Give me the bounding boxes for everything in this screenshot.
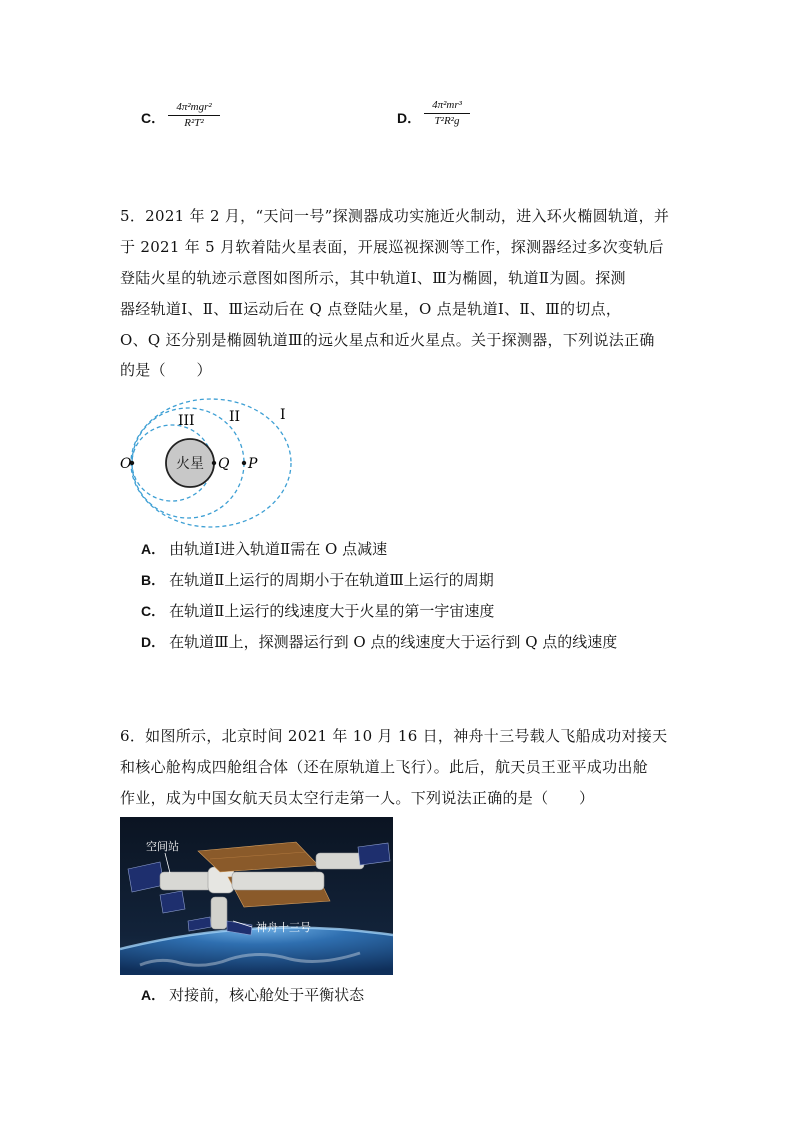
option-text: 由轨道Ⅰ进入轨道Ⅱ需在 O 点减速 <box>169 540 388 558</box>
question-line: 和核心舱构成四舱组合体（还在原轨道上飞行）。此后，航天员王亚平成功出舱 <box>120 758 649 776</box>
q6-option-a[interactable] <box>141 985 364 1005</box>
option-letter: B． <box>141 572 166 588</box>
option-letter: D． <box>397 110 422 126</box>
module-far-right <box>316 853 364 869</box>
fraction-bar <box>424 113 470 114</box>
option-letter: A． <box>141 987 166 1003</box>
formula-numerator: 4π²mr³ <box>432 99 462 111</box>
formula-denominator: T²R²g <box>434 115 460 127</box>
option-text: 在轨道Ⅱ上运行的线速度大于火星的第一宇宙速度 <box>169 602 495 620</box>
option-text: 在轨道Ⅲ上，探测器运行到 O 点的线速度大于运行到 Q 点的线速度 <box>169 633 618 651</box>
orbit-2-label: II <box>229 409 241 425</box>
option-c-formula <box>168 101 220 130</box>
formula-denominator: R²T² <box>184 117 204 129</box>
q5-option-b[interactable] <box>141 570 494 590</box>
space-station-photo <box>120 817 393 975</box>
question-line: 于 2021 年 5 月软着陆火星表面，开展巡视探测等工作，探测器经过多次变轨后 <box>120 238 664 256</box>
module-left <box>160 872 212 890</box>
orbit-diagram <box>112 396 302 530</box>
module-right <box>232 872 324 890</box>
option-letter: D． <box>141 634 166 650</box>
question-line: 的是（ ） <box>120 361 212 379</box>
question-line: 5．2021 年 2 月，“天问一号”探测器成功实施近火制动，进入环火椭圆轨道，并 <box>120 207 670 225</box>
shenzhou-spacecraft <box>211 897 227 929</box>
option-text: 在轨道Ⅱ上运行的周期小于在轨道Ⅲ上运行的周期 <box>169 571 494 589</box>
question-line: 登陆火星的轨迹示意图如图所示，其中轨道Ⅰ、Ⅲ为椭圆，轨道Ⅱ为圆。探测 <box>120 269 626 287</box>
orbit-3-label: III <box>178 413 195 429</box>
point-o-label: O <box>120 456 132 472</box>
solar-panel-left2 <box>160 891 185 913</box>
orbit-1-label: I <box>280 407 286 423</box>
point-p-label: P <box>248 456 258 472</box>
option-d-prev <box>397 108 421 128</box>
question-line: 器经轨道Ⅰ、Ⅱ、Ⅲ运动后在 Q 点登陆火星，O 点是轨道Ⅰ、Ⅱ、Ⅲ的切点， <box>120 300 622 318</box>
fraction-bar <box>168 115 220 116</box>
point-q <box>212 461 216 465</box>
option-text: 对接前，核心舱处于平衡状态 <box>169 986 365 1004</box>
formula-numerator: 4π²mgr² <box>176 101 212 113</box>
option-letter: A． <box>141 541 166 557</box>
label-station: 空间站 <box>146 840 179 853</box>
solar-panel-right <box>358 843 390 865</box>
label-ship: 神舟十三号 <box>256 921 311 934</box>
question-line: 作业，成为中国女航天员太空行走第一人。下列说法正确的是（ ） <box>120 789 595 807</box>
planet-label: 火星 <box>176 456 204 472</box>
q5-option-a[interactable] <box>141 539 387 559</box>
option-d-formula <box>424 99 470 128</box>
q5-option-c[interactable] <box>141 601 494 621</box>
option-c-prev <box>141 108 165 128</box>
question-line: 6．如图所示，北京时间 2021 年 10 月 16 日，神舟十三号载人飞船成功对接天 <box>120 727 668 745</box>
q5-option-d[interactable] <box>141 632 617 652</box>
question-line: O、Q 还分别是椭圆轨道Ⅲ的远火星点和近火星点。关于探测器，下列说法正确 <box>120 331 655 349</box>
point-q-label: Q <box>218 456 230 472</box>
option-letter: C． <box>141 603 166 619</box>
option-letter: C． <box>141 110 166 126</box>
point-p <box>242 461 246 465</box>
